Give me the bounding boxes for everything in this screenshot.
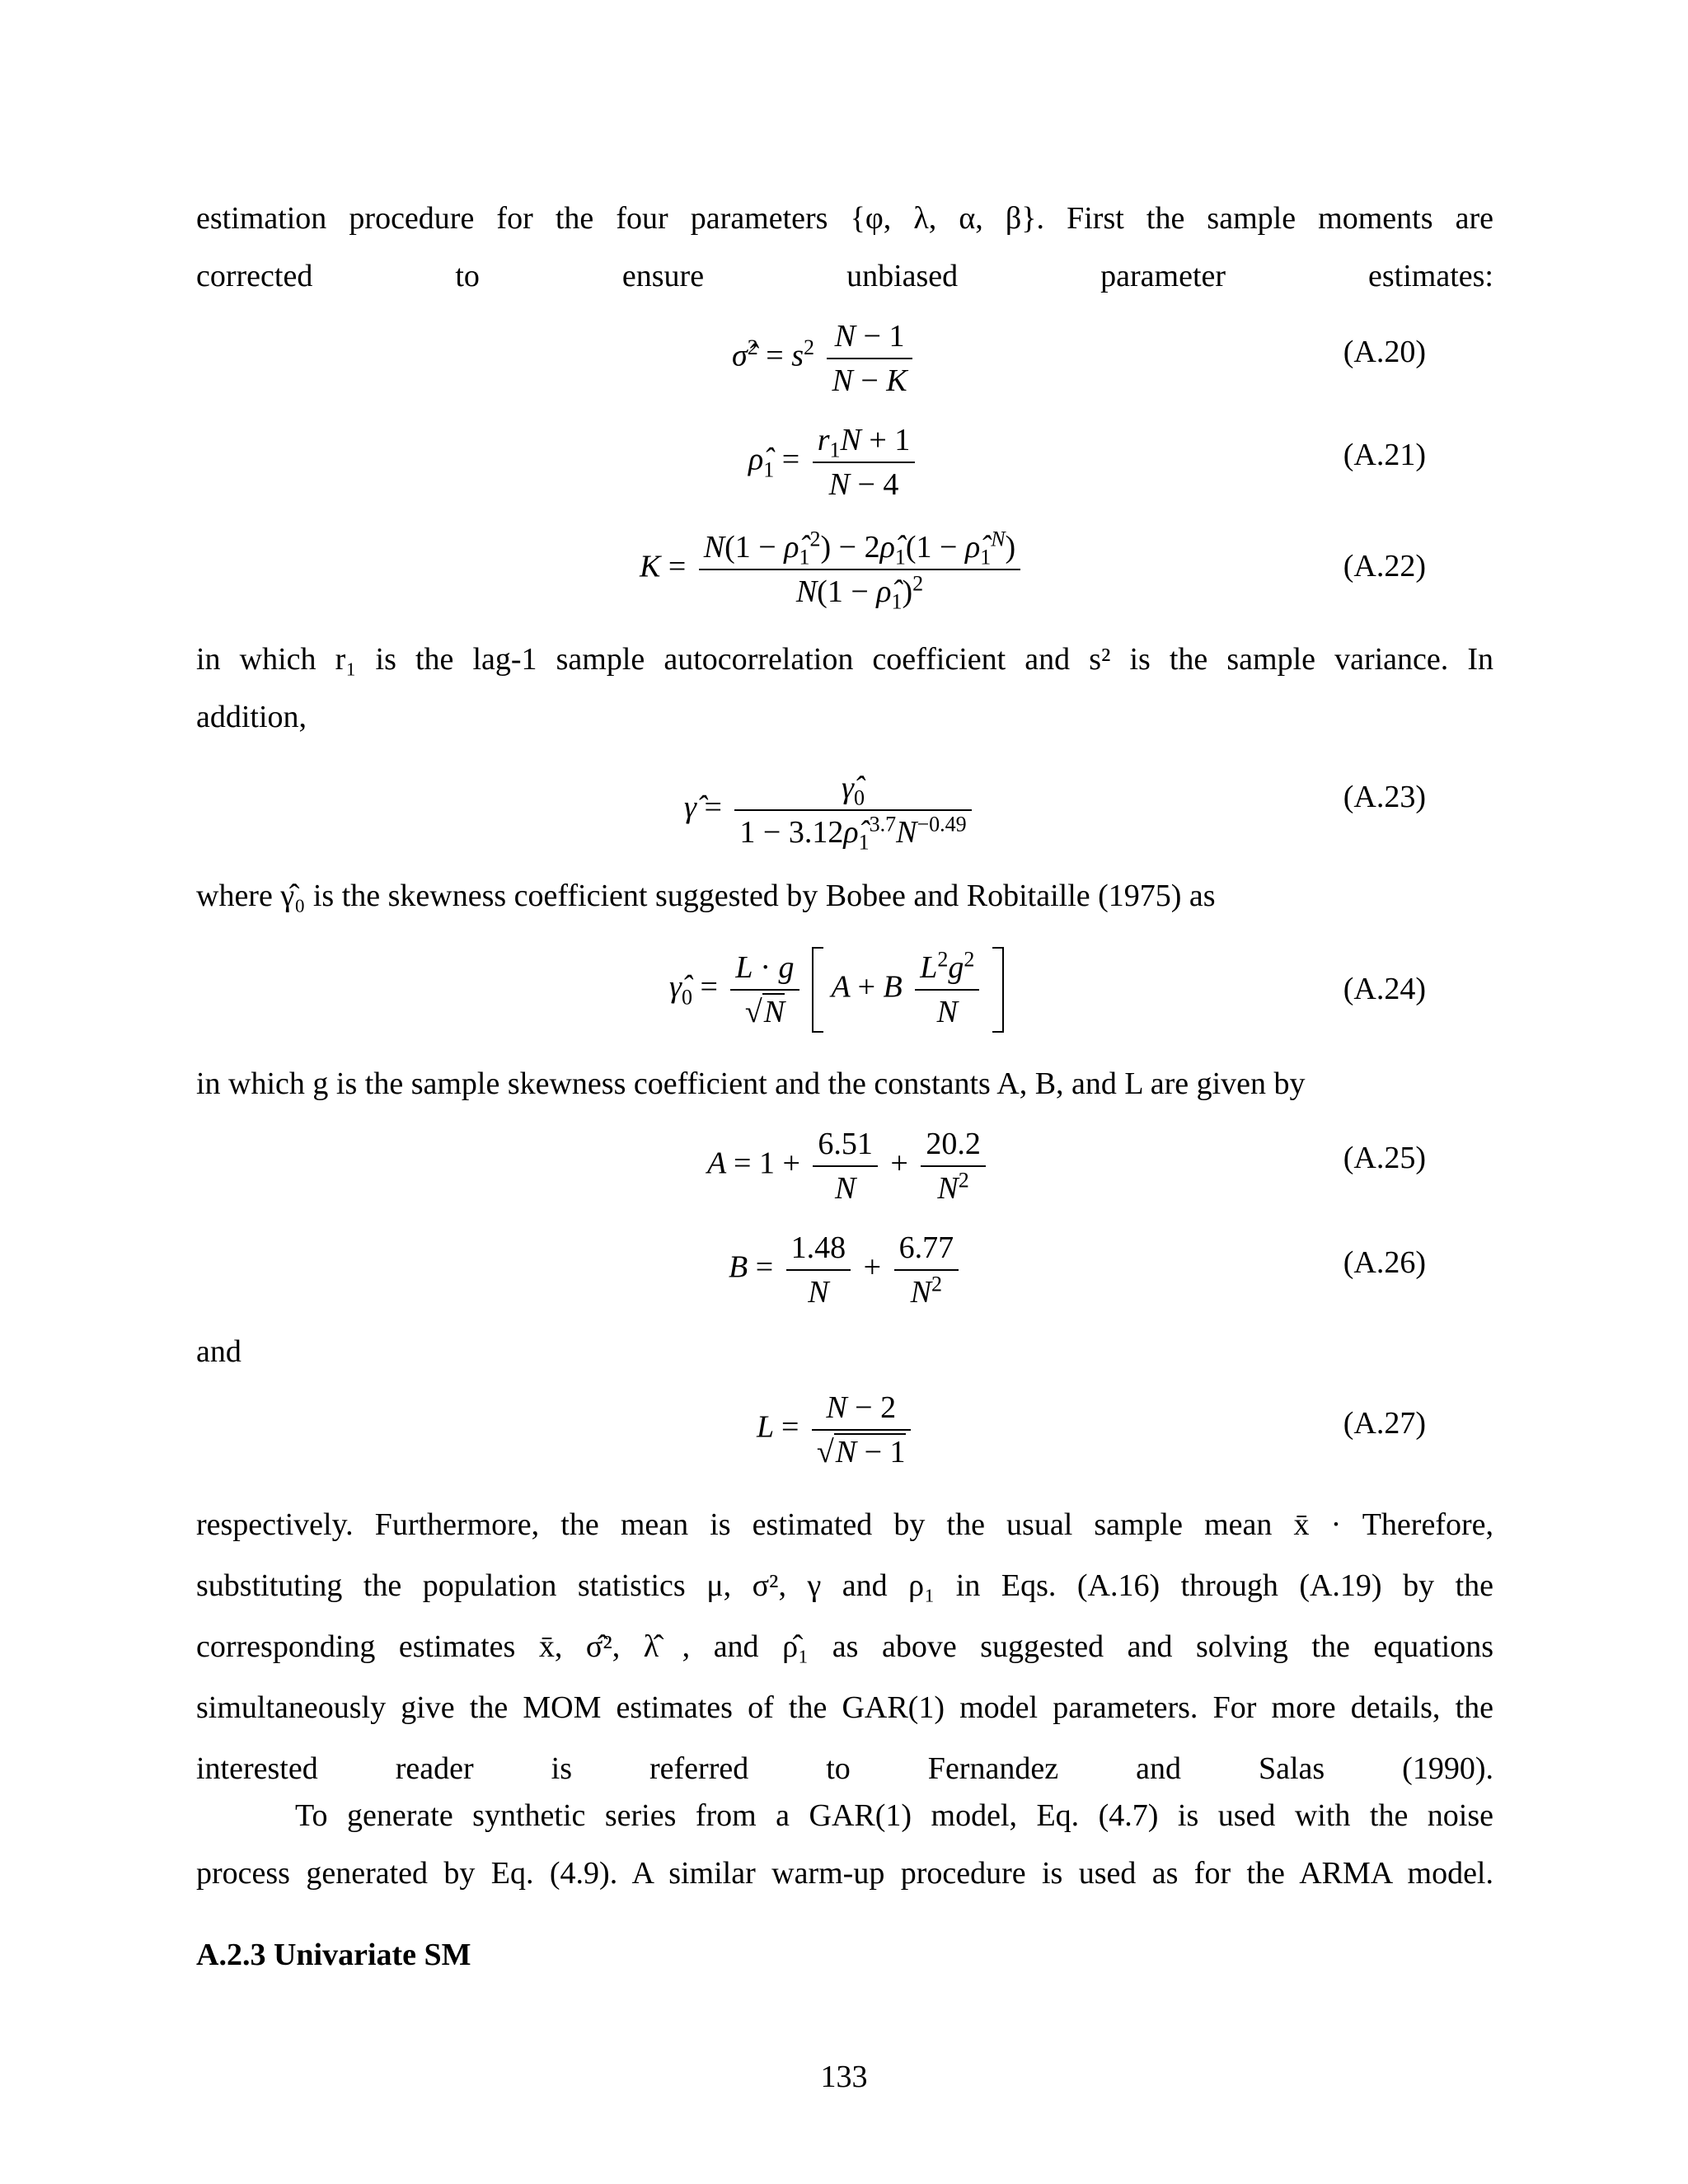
equation-a21: $\rhô_1$ = $\frac{r_1N + 1}{N - 4}$ [748,419,920,506]
equation-label: (A.23) [1343,780,1426,814]
paragraph-line: interested reader is referred to Fernandez and Salas (1990). [196,1751,1493,1786]
paragraph-line: To generate synthetic series from a GAR(1) model, Eq. (4.7) is used with the noise [295,1798,1493,1833]
equation-label: (A.25) [1343,1141,1426,1175]
paragraph-gamma0 [196,867,1493,925]
equation-a20: σ̂$^2$ = $s^2$ $\frac{N - 1}{N - K}$ [732,315,917,402]
equation-label: (A.27) [1343,1406,1426,1441]
equation-a24: $\gammâ_0$ = $\frac{L \cdot g}{√N}$ A + B $\frac{L^2g^2}{N}$ [669,946,1004,1033]
equation-a26: B = $\frac{1.48}{N}$ + $\frac{6.77}{N^2}$ [729,1226,964,1314]
paragraph-line: process generated by Eq. (4.9). A similar warm-up procedure is used as for the ARMA model. [196,1856,1493,1891]
paragraph-and [196,1323,1493,1380]
paragraph-synthetic [196,1787,1493,1902]
equation-a25: A = 1 + $\frac{6.51}{N}$ + $\frac{20.2}{N^2}$ [707,1122,991,1210]
equation-a23: γ̂ = $\frac{\gammâ_0}{1 - 3.12\rhô_1^{3.7}N^{-0.49}}$ [684,766,977,854]
equation-label: (A.20) [1343,335,1426,369]
paragraph-line: corresponding estimates x̄, σ̂², λ̂ , and ρ̂₁ as above suggested and solving the equations [196,1629,1493,1664]
equation-label: (A.24) [1343,972,1426,1006]
paragraph-constants [196,1055,1493,1113]
paragraph-respectively [196,1494,1493,1799]
paragraph-line: simultaneously give the MOM estimates of the GAR(1) model parameters. For more details, the [196,1690,1493,1725]
paragraph-line: addition, [196,700,307,734]
left-bracket [812,947,823,1033]
paragraph-line: corrected to ensure unbiased parameter estimates: [196,259,1493,293]
paragraph-line: and [196,1334,241,1369]
paragraph-line: estimation procedure for the four parameters {φ, λ, α, β}. First the sample moments are [196,201,1493,236]
paragraph-line: in which r₁ is the lag-1 sample autocorrelation coefficient and s² is the sample variance. In [196,642,1493,677]
equation-a27: L = $\frac{N - 2}{√N - 1}$ [757,1386,916,1474]
page-number: 133 [820,2060,868,2094]
paragraph-intro [196,190,1493,305]
equation-label: (A.21) [1343,438,1426,472]
section-heading: A.2.3 Univariate SM [196,1938,471,1972]
equation-a22: K = $\frac{N(1 - \rhô_1^2) - 2\rhô_1(1 - \rhô_1^N)}{N(1 - \rhô_1)^2}$ [640,526,1025,613]
paragraph-line: respectively. Furthermore, the mean is estimated by the usual sample mean x̄ · Therefore, [196,1507,1493,1542]
paragraph-line: where γ̂₀ is the skewness coefficient suggested by Bobee and Robitaille (1975) as [196,879,1216,913]
equation-label: (A.22) [1343,549,1426,583]
paragraph-r1 [196,630,1493,746]
paragraph-line: substituting the population statistics μ, σ², γ and ρ₁ in Eqs. (A.16) through (A.19) by the [196,1568,1493,1603]
paragraph-line: in which g is the sample skewness coefficient and the constants A, B, and L are given by [196,1066,1306,1101]
right-bracket [992,947,1004,1033]
equation-label: (A.26) [1343,1245,1426,1280]
